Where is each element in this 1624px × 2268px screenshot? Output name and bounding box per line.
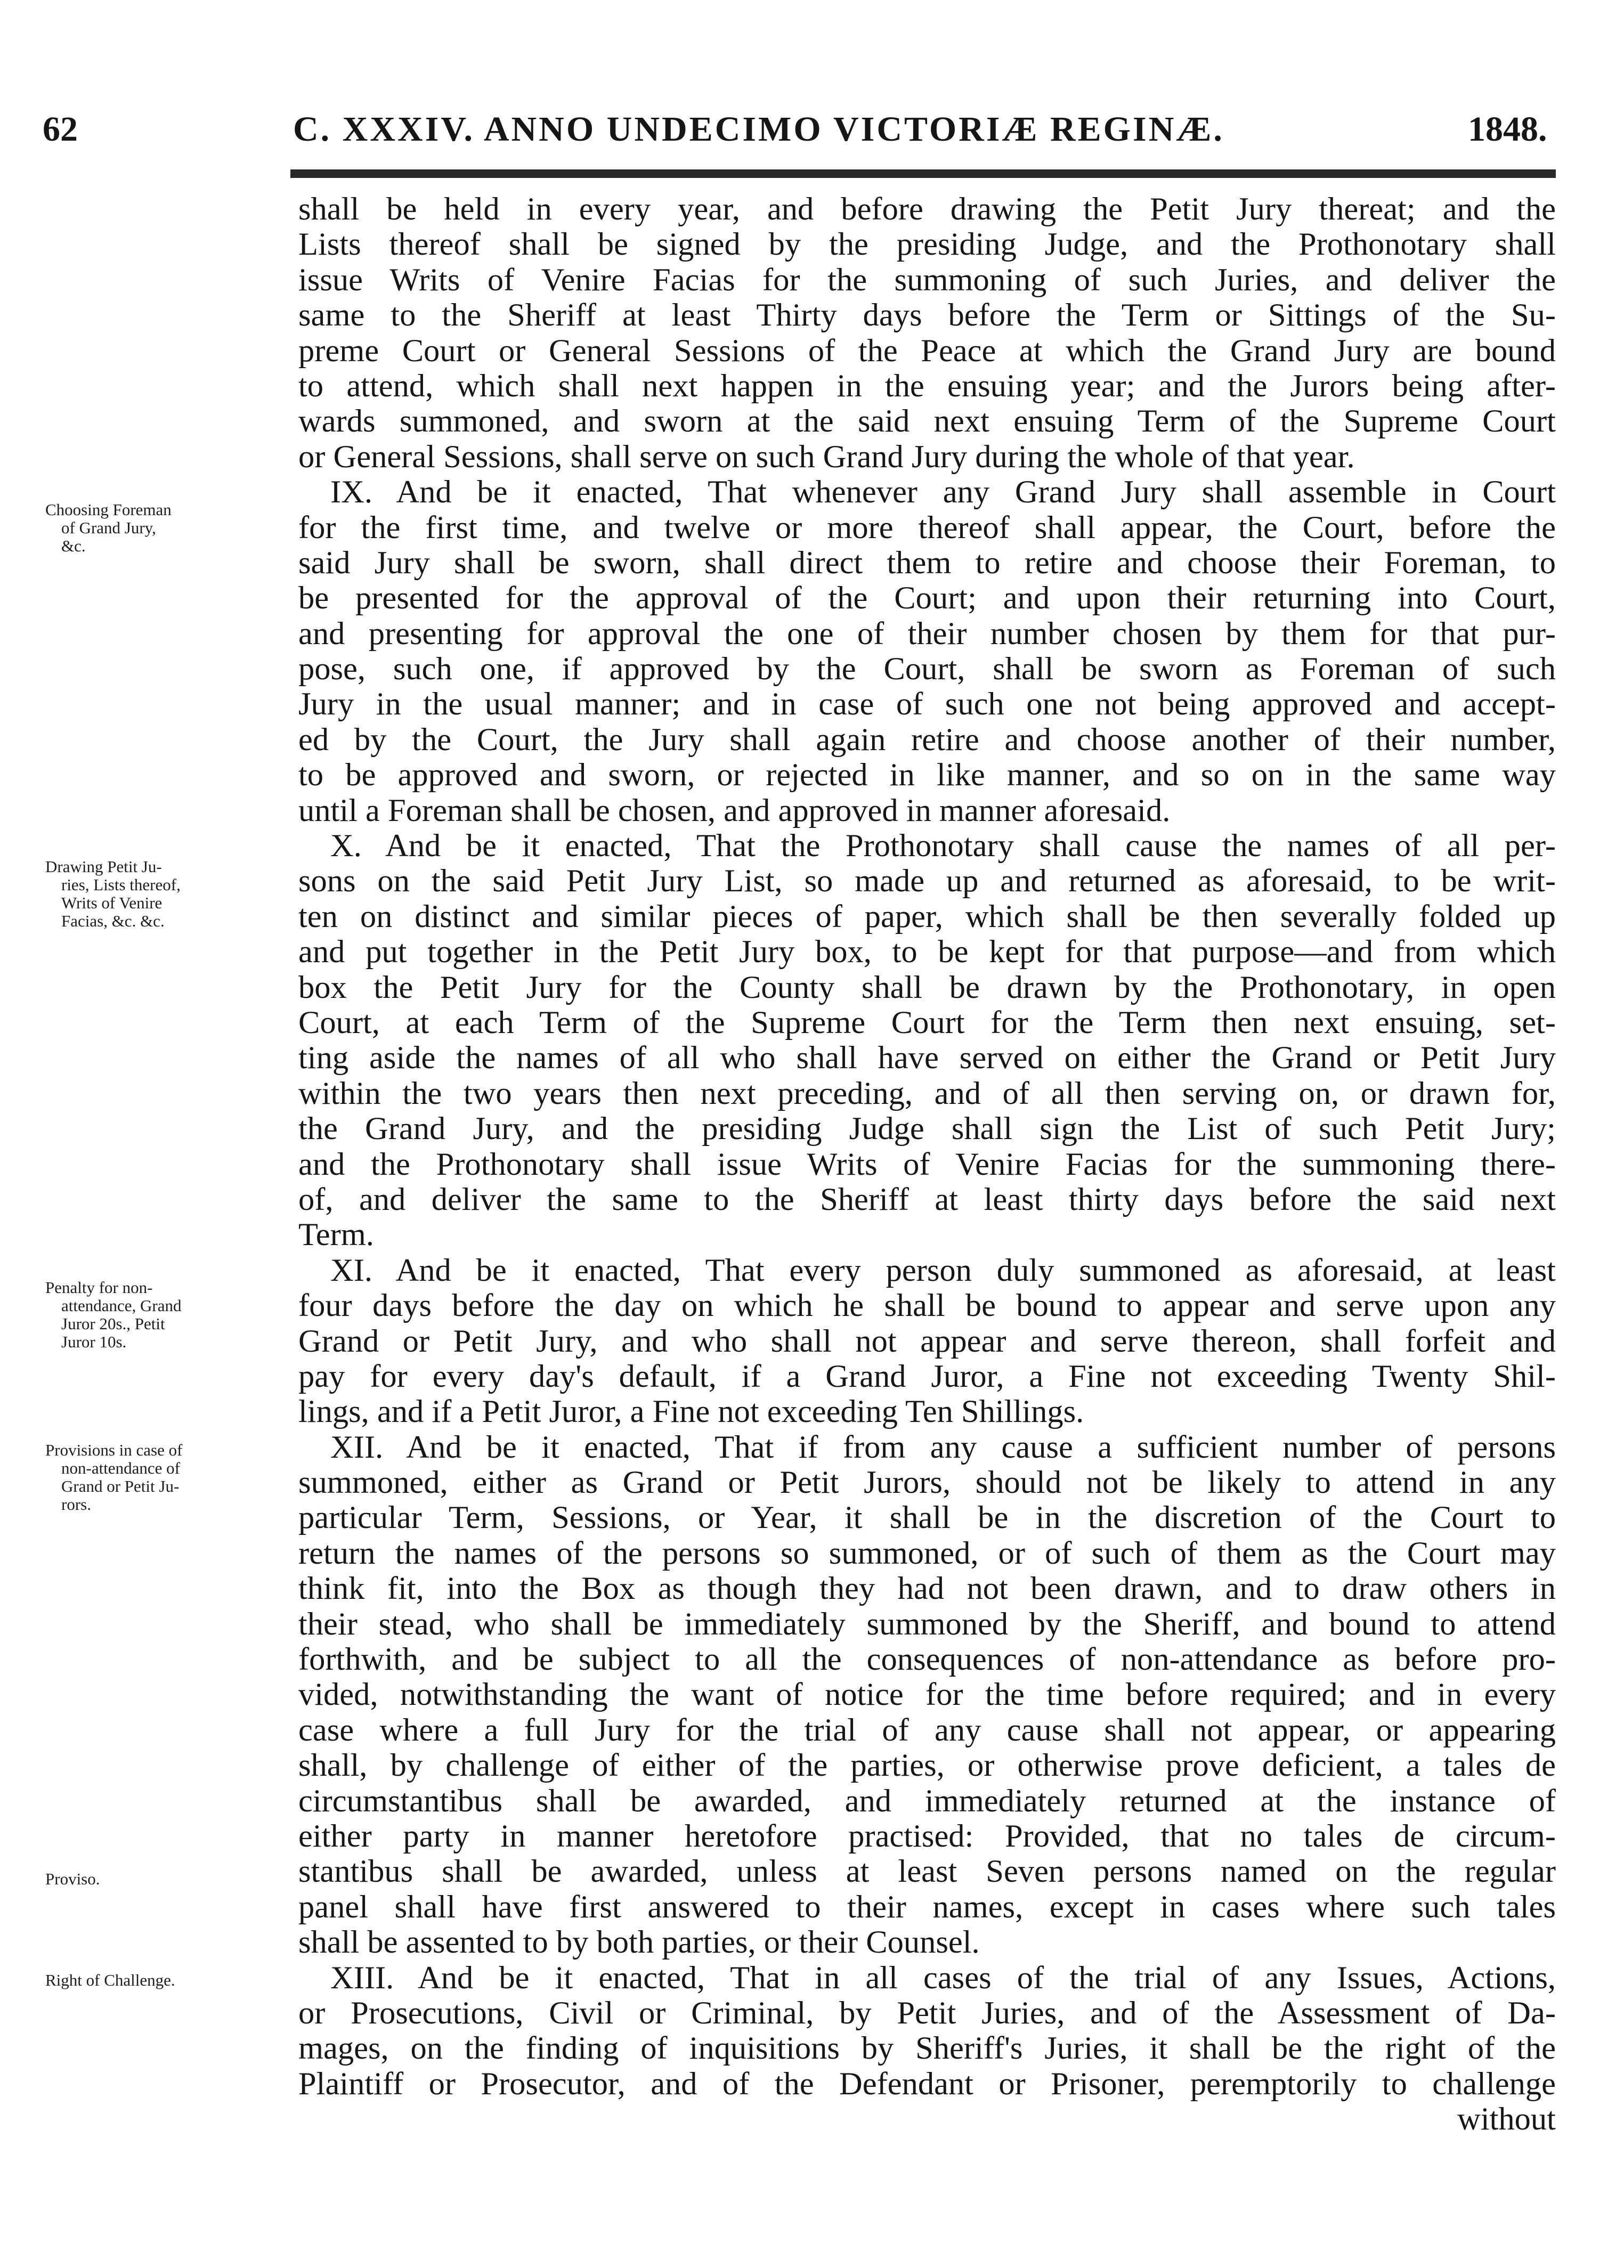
running-title: C. XXXIV. ANNO UNDECIMO VICTORIÆ REGINÆ. — [293, 110, 1224, 149]
section-x-heading-line: X. And be it enacted, That the Prothonotary shall cause the names of all per- — [330, 828, 1556, 864]
text-line: box the Petit Jury for the County shall be drawn by the Prothonotary, in open — [298, 970, 1556, 1005]
header-rule — [290, 169, 1556, 178]
margin-note-right-of-challenge — [45, 1971, 301, 1989]
margin-note-line: Writs of Venire — [61, 893, 163, 912]
text-line: case where a full Jury for the trial of any cause shall not appear, or appearing — [298, 1712, 1556, 1748]
text-line: same to the Sheriff at least Thirty days before the Term or Sittings of the Su- — [298, 298, 1556, 334]
margin-note-line: Choosing Foreman — [45, 500, 172, 519]
text-line: return the names of the persons so summoned, or of such of them as the Court may — [298, 1535, 1556, 1571]
text-line: said Jury shall be sworn, shall direct them to retire and choose their Foreman, to — [298, 545, 1556, 581]
margin-note-line: non-attendance of — [61, 1459, 180, 1477]
text-line: and the Prothonotary shall issue Writs of Venire Facias for the summoning there- — [298, 1147, 1556, 1182]
text-line: or General Sessions, shall serve on such Grand Jury during the whole of that year. — [298, 439, 1355, 475]
section-xi-heading-line: XI. And be it enacted, That every person duly summoned as aforesaid, at least — [330, 1253, 1556, 1288]
margin-note-proviso — [45, 1870, 301, 1888]
margin-note-line: Right of Challenge. — [45, 1971, 175, 1989]
margin-note-line: Juror 10s. — [61, 1332, 127, 1351]
margin-note-line: attendance, Grand — [61, 1296, 182, 1315]
margin-note-line: &c. — [61, 536, 86, 555]
text-line: ten on distinct and similar pieces of paper, which shall be then severally folded up — [298, 899, 1556, 934]
text-line: forthwith, and be subject to all the consequences of non-attendance as before pro- — [298, 1642, 1556, 1678]
margin-note-line: Drawing Petit Ju- — [45, 857, 162, 876]
text-line: shall, by challenge of either of the parties, or otherwise prove deficient, a tales de — [298, 1748, 1556, 1784]
text-line: the Grand Jury, and the presiding Judge shall sign the List of such Petit Jury; — [298, 1111, 1556, 1147]
text-line: their stead, who shall be immediately summoned by the Sheriff, and bound to attend — [298, 1606, 1556, 1642]
text-line: within the two years then next preceding, and of all then serving on, or drawn for, — [298, 1076, 1556, 1111]
text-line: and put together in the Petit Jury box, to be kept for that purpose—and from which — [298, 934, 1556, 970]
text-line: Jury in the usual manner; and in case of such one not being approved and accept- — [298, 687, 1556, 722]
margin-note-line: Penalty for non- — [45, 1278, 153, 1297]
text-line: ting aside the names of all who shall have served on either the Grand or Petit Jury — [298, 1040, 1556, 1076]
text-line: for the first time, and twelve or more thereof shall appear, the Court, before the — [298, 510, 1556, 546]
margin-note-line: ries, Lists thereof, — [61, 875, 181, 894]
text-line: and presenting for approval the one of their number chosen by them for that pur- — [298, 616, 1556, 652]
text-line: pay for every day's default, if a Grand Juror, a Fine not exceeding Twenty Shil- — [298, 1359, 1556, 1394]
page-number: 62 — [43, 110, 78, 149]
text-line: Plaintiff or Prosecutor, and of the Defendant or Prisoner, peremptorily to challenge — [298, 2066, 1556, 2102]
text-line: wards summoned, and sworn at the said next ensuing Term of the Supreme Court — [298, 404, 1556, 440]
margin-note-line: Grand or Petit Ju- — [61, 1477, 180, 1495]
text-line: to attend, which shall next happen in the ensuing year; and the Jurors being after- — [298, 368, 1556, 404]
text-line: stantibus shall be awarded, unless at least Seven persons named on the regular — [298, 1854, 1556, 1890]
margin-note-penalty — [45, 1279, 301, 1351]
margin-note-line: Facias, &c. &c. — [61, 912, 165, 930]
catchword: without — [1457, 2102, 1556, 2137]
text-line: shall be assented to by both parties, or their Counsel. — [298, 1925, 980, 1961]
text-line: pose, such one, if approved by the Court, shall be sworn as Foreman of such — [298, 652, 1556, 687]
text-line: panel shall have first answered to their names, except in cases where such tales — [298, 1889, 1556, 1925]
text-line: think fit, into the Box as though they had not been drawn, and to draw others in — [298, 1571, 1556, 1607]
text-line: shall be held in every year, and before drawing the Petit Jury thereat; and the — [298, 192, 1556, 227]
text-line: lings, and if a Petit Juror, a Fine not exceeding Ten Shillings. — [298, 1394, 1084, 1430]
section-xiii-heading-line: XIII. And be it enacted, That in all cases of the trial of any Issues, Actions, — [330, 1960, 1556, 1996]
text-line: Term. — [298, 1217, 374, 1253]
margin-note-line: rors. — [61, 1495, 91, 1514]
text-line: Grand or Petit Jury, and who shall not appear and serve thereon, shall forfeit and — [298, 1323, 1556, 1359]
text-line: to be approved and sworn, or rejected in like manner, and so on in the same way — [298, 758, 1556, 793]
text-line: or Prosecutions, Civil or Criminal, by Petit Juries, and of the Assessment of Da- — [298, 1995, 1556, 2031]
text-line: mages, on the finding of inquisitions by Sheriff's Juries, it shall be the right of the — [298, 2031, 1556, 2067]
text-line: vided, notwithstanding the want of notice for the time before required; and in every — [298, 1677, 1556, 1713]
text-line: Court, at each Term of the Supreme Court for the Term then next ensuing, set- — [298, 1005, 1556, 1040]
text-line: sons on the said Petit Jury List, so made up and returned as aforesaid, to be writ- — [298, 864, 1556, 899]
margin-note-line: Provisions in case of — [45, 1441, 183, 1459]
text-line: particular Term, Sessions, or Year, it shall be in the discretion of the Court to — [298, 1500, 1556, 1536]
section-ix-heading-line: IX. And be it enacted, That whenever any Grand Jury shall assemble in Court — [330, 475, 1556, 510]
text-line: preme Court or General Sessions of the Peace at which the Grand Jury are bound — [298, 333, 1556, 369]
margin-note-foreman — [45, 501, 301, 555]
margin-note-drawing-petit-juries — [45, 858, 301, 930]
text-line: until a Foreman shall be chosen, and approved in manner aforesaid. — [298, 793, 1171, 828]
text-line: summoned, either as Grand or Petit Jurors, should not be likely to attend in any — [298, 1465, 1556, 1501]
margin-note-line: of Grand Jury, — [61, 518, 156, 537]
text-line: of, and deliver the same to the Sheriff at least thirty days before the said next — [298, 1182, 1556, 1217]
text-line: ed by the Court, the Jury shall again retire and choose another of their number, — [298, 722, 1556, 758]
text-line: issue Writs of Venire Facias for the summoning of such Juries, and deliver the — [298, 262, 1556, 298]
text-line: either party in manner heretofore practised: Provided, that no tales de circum- — [298, 1818, 1556, 1854]
statute-text — [298, 192, 1556, 2137]
running-header — [0, 109, 1624, 152]
section-xii-heading-line: XII. And be it enacted, That if from any cause a sufficient number of persons — [330, 1429, 1556, 1465]
text-line: circumstantibus shall be awarded, and immediately returned at the instance of — [298, 1783, 1556, 1819]
margin-note-line: Juror 20s., Petit — [61, 1314, 165, 1333]
text-line: Lists thereof shall be signed by the presiding Judge, and the Prothonotary shall — [298, 227, 1556, 263]
margin-note-line: Proviso. — [45, 1869, 100, 1888]
margin-note-non-attendance — [45, 1441, 301, 1514]
year: 1848. — [1468, 110, 1547, 149]
text-line: four days before the day on which he shall be bound to appear and serve upon any — [298, 1288, 1556, 1324]
text-line: be presented for the approval of the Court; and upon their returning into Court, — [298, 581, 1556, 616]
